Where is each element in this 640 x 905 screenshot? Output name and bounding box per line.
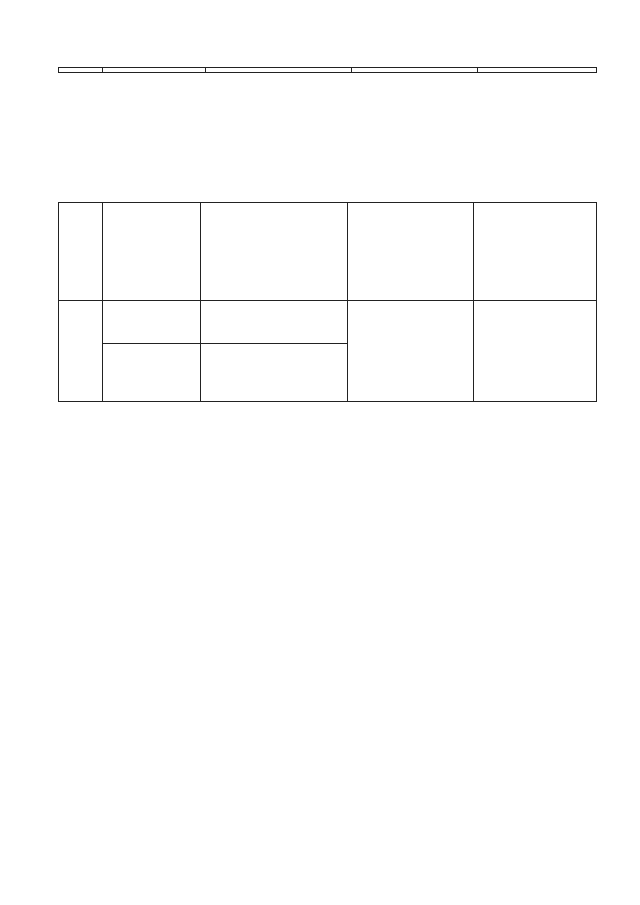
table-header-row bbox=[59, 203, 597, 301]
row-number bbox=[59, 68, 103, 73]
header-number bbox=[59, 203, 103, 301]
pharmacological-group bbox=[205, 68, 352, 73]
device-kind-name bbox=[200, 344, 348, 402]
header-code bbox=[102, 203, 200, 301]
medical-devices-table bbox=[58, 202, 597, 402]
device-kind-name bbox=[200, 301, 348, 344]
header-quantity bbox=[474, 203, 597, 301]
header-kind-name bbox=[200, 203, 348, 301]
table-row bbox=[59, 68, 597, 73]
device-code bbox=[102, 301, 200, 344]
active-substance bbox=[352, 68, 478, 73]
dosage-form bbox=[478, 68, 597, 73]
device-item-name bbox=[348, 301, 474, 402]
table-row bbox=[59, 301, 597, 344]
atc-code bbox=[102, 68, 205, 73]
device-code bbox=[102, 344, 200, 402]
row-number bbox=[59, 301, 103, 402]
continued-table-row bbox=[58, 67, 597, 73]
device-quantity bbox=[474, 301, 597, 402]
header-item-name bbox=[348, 203, 474, 301]
